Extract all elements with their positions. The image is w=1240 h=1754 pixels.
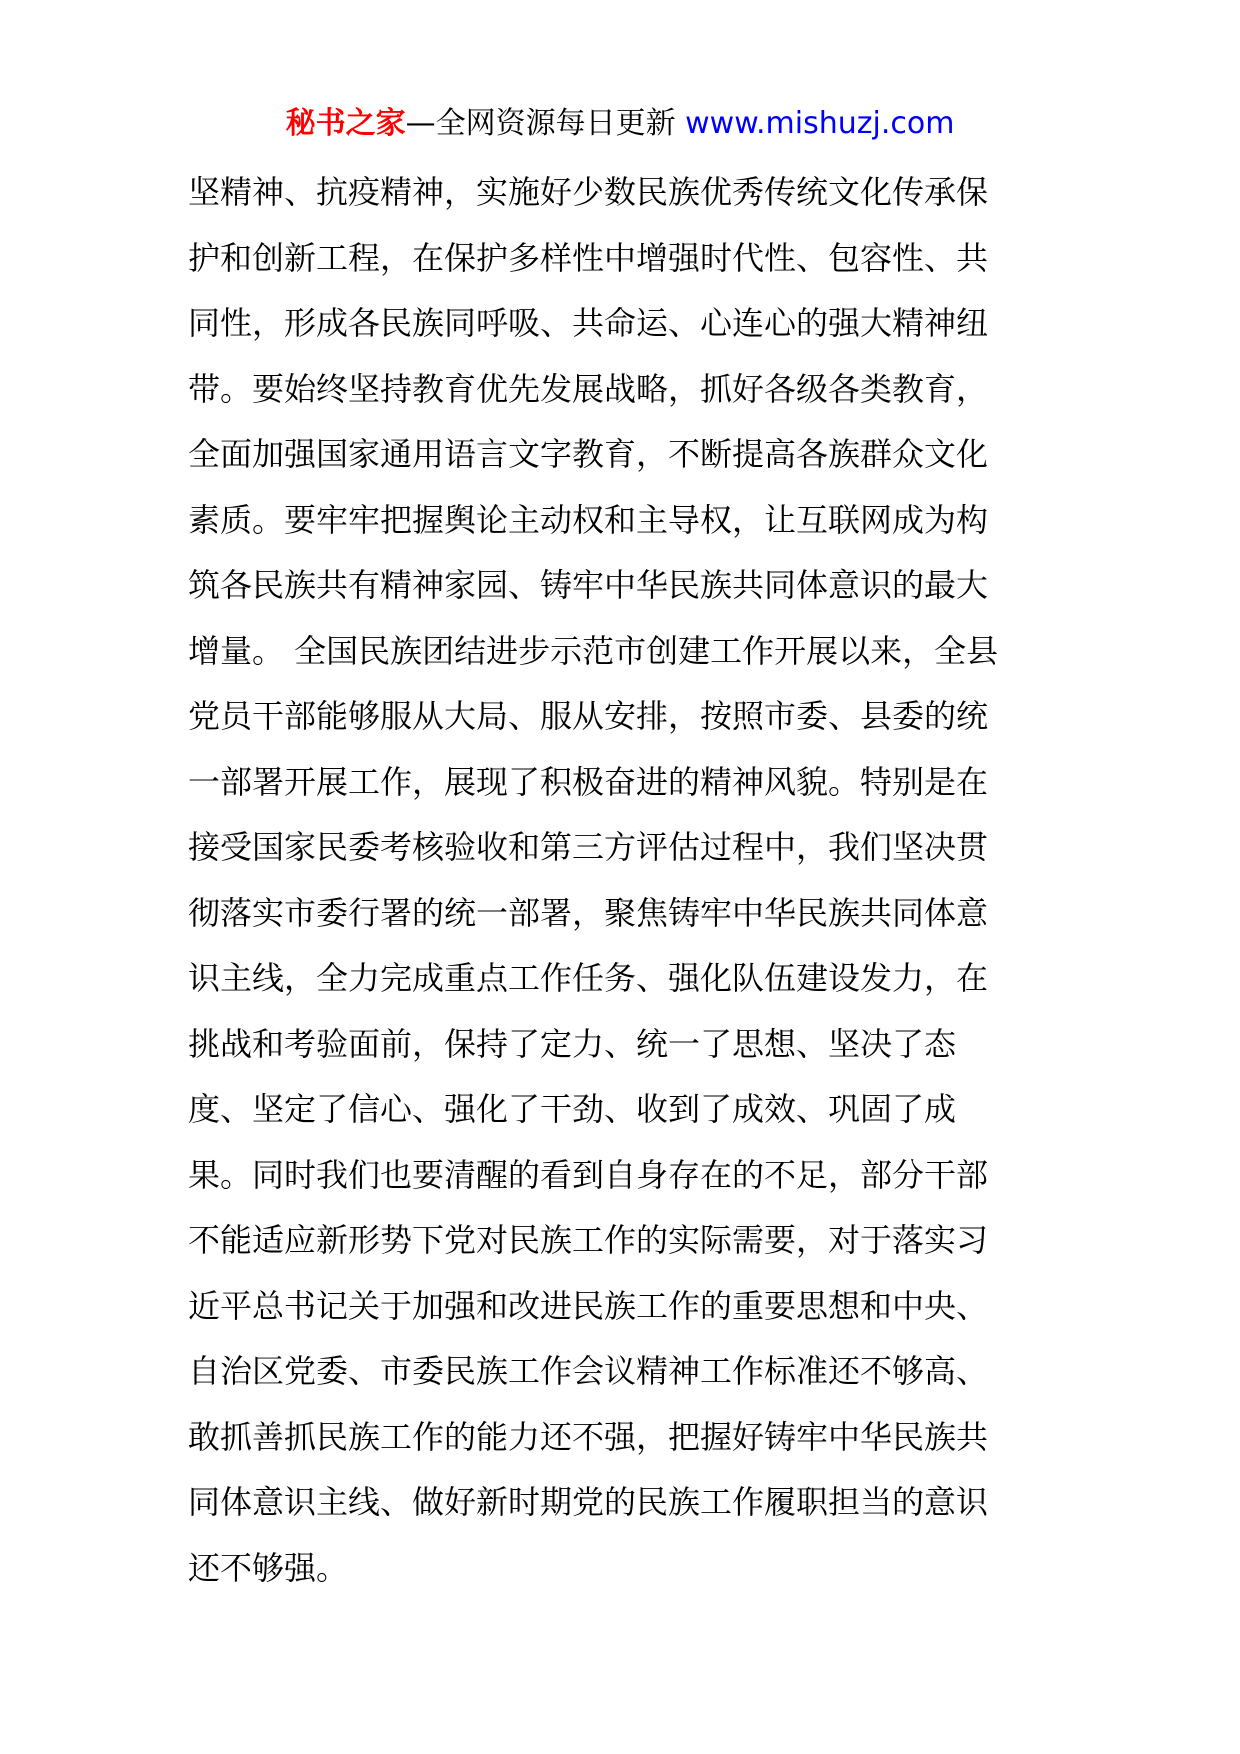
text-line: 护和创新工程，在保护多样性中增强时代性、包容性、共 [188,238,989,277]
text-line: 不能适应新形势下党对民族工作的实际需要，对于落实习 [188,1221,989,1259]
text-line: 自治区党委、市委民族工作会议精神工作标准还不够高、 [188,1352,989,1390]
header-brand: 秘书之家 [285,106,406,141]
text-line: 近平总书记关于加强和改进民族工作的重要思想和中央、 [188,1286,989,1325]
body-paragraph [188,160,1068,1601]
header-tagline: —全网资源每日更新 [405,106,686,141]
text-line: 度、坚定了信心、强化了干劲、收到了成效、巩固了成 [188,1090,957,1128]
text-line: 坚精神、抗疫精神，实施好少数民族优秀传统文化传承保 [188,173,989,211]
text-line: 敢抓善抓民族工作的能力还不强，把握好铸牢中华民族共 [188,1417,989,1456]
text-line: 党员干部能够服从大局、服从安排，按照市委、县委的统 [188,697,989,735]
text-line: 识主线，全力完成重点工作任务、强化队伍建设发力，在 [188,959,989,997]
header-url-link[interactable]: www.mishuzj.com [685,106,955,141]
text-line: 带。要始终坚持教育优先发展战略，抓好各级各类教育， [188,369,989,408]
text-line: 一部署开展工作，展现了积极奋进的精神风貌。特别是在 [188,762,989,801]
text-line: 彻落实市委行署的统一部署，聚焦铸牢中华民族共同体意 [188,893,989,932]
text-line: 素质。要牢牢把握舆论主动权和主导权，让互联网成为构 [188,500,989,539]
text-line: 同性，形成各民族同呼吸、共命运、心连心的强大精神纽 [188,304,989,342]
page-header [0,104,1240,144]
text-line: 还不够强。 [188,1548,349,1587]
text-line: 挑战和考验面前，保持了定力、统一了思想、坚决了态 [188,1024,957,1063]
text-line: 同体意识主线、做好新时期党的民族工作履职担当的意识 [188,1483,989,1521]
text-line: 筑各民族共有精神家园、铸牢中华民族共同体意识的最大 [188,566,989,604]
text-line: 接受国家民委考核验收和第三方评估过程中，我们坚决贯 [188,828,989,866]
text-line: 果。同时我们也要清醒的看到自身存在的不足，部分干部 [188,1155,989,1194]
text-line: 全面加强国家通用语言文字教育，不断提高各族群众文化 [188,435,989,473]
text-line: 增量。 全国民族团结进步示范市创建工作开展以来，全县 [188,631,999,670]
